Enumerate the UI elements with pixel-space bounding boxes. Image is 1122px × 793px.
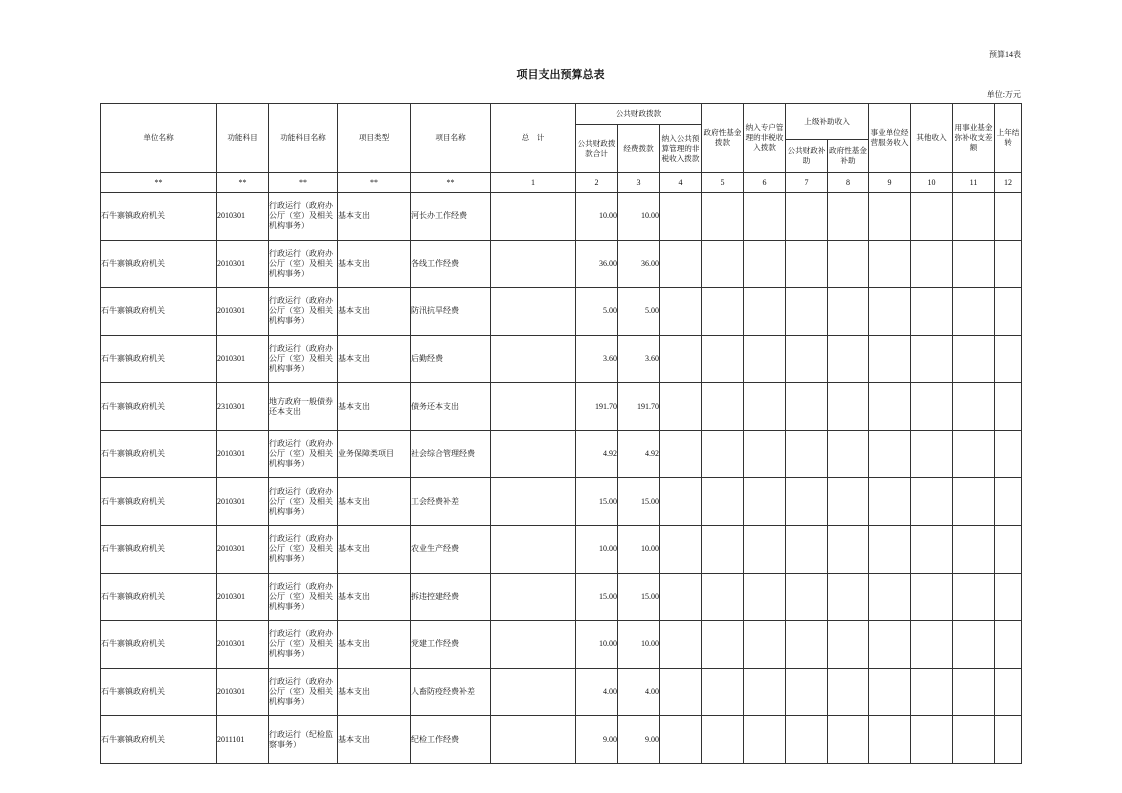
cell-function-code: 2010301	[217, 621, 269, 669]
index-cell: **	[101, 173, 217, 193]
cell-function-name: 行政运行（政府办公厅（室）及相关机构事务）	[269, 335, 338, 383]
cell-gov-fund-subsidy	[828, 193, 869, 241]
cell-carryover	[995, 573, 1022, 621]
cell-total	[491, 478, 576, 526]
cell-other-income	[911, 526, 953, 574]
cell-carryover	[995, 335, 1022, 383]
cell-fund-cover	[953, 430, 995, 478]
table-row	[101, 668, 1022, 716]
cell-nontax-special-appropriation	[744, 668, 786, 716]
table-number-label: 预算14表	[989, 50, 1021, 59]
cell-business-income	[869, 573, 911, 621]
cell-project-name: 社会综合管理经费	[411, 430, 491, 478]
cell-function-name: 行政运行（纪检监察事务）	[269, 716, 338, 764]
cell-funding-appropriation: 5.00	[618, 288, 660, 336]
header-carryover: 上年结转	[995, 104, 1022, 173]
cell-function-name: 行政运行（政府办公厅（室）及相关机构事务）	[269, 573, 338, 621]
cell-business-income	[869, 193, 911, 241]
cell-project-type: 基本支出	[338, 335, 411, 383]
cell-function-name: 行政运行（政府办公厅（室）及相关机构事务）	[269, 526, 338, 574]
cell-unit-name: 石牛寨镇政府机关	[101, 383, 217, 431]
cell-unit-name: 石牛寨镇政府机关	[101, 478, 217, 526]
cell-function-code: 2010301	[217, 335, 269, 383]
cell-unit-name: 石牛寨镇政府机关	[101, 288, 217, 336]
cell-carryover	[995, 478, 1022, 526]
cell-function-code: 2011101	[217, 716, 269, 764]
index-cell: 5	[702, 173, 744, 193]
index-cell: 7	[786, 173, 828, 193]
cell-gov-fund-subsidy	[828, 621, 869, 669]
cell-business-income	[869, 478, 911, 526]
cell-fund-cover	[953, 526, 995, 574]
cell-other-income	[911, 478, 953, 526]
cell-carryover	[995, 621, 1022, 669]
index-cell: 11	[953, 173, 995, 193]
cell-unit-name: 石牛寨镇政府机关	[101, 193, 217, 241]
cell-unit-name: 石牛寨镇政府机关	[101, 335, 217, 383]
cell-function-code: 2010301	[217, 288, 269, 336]
cell-funding-appropriation: 15.00	[618, 478, 660, 526]
cell-unit-name: 石牛寨镇政府机关	[101, 668, 217, 716]
cell-business-income	[869, 288, 911, 336]
header-function-code: 功能科目	[217, 104, 269, 173]
cell-project-type: 基本支出	[338, 240, 411, 288]
cell-gov-fund-appropriation	[702, 621, 744, 669]
header-gov-fund-appropriation: 政府性基金拨款	[702, 104, 744, 173]
table-header	[101, 104, 1022, 193]
index-cell: 3	[618, 173, 660, 193]
cell-gov-fund-appropriation	[702, 240, 744, 288]
cell-total	[491, 240, 576, 288]
cell-funding-appropriation: 10.00	[618, 193, 660, 241]
cell-project-type: 基本支出	[338, 526, 411, 574]
cell-carryover	[995, 240, 1022, 288]
cell-nontax-special-appropriation	[744, 573, 786, 621]
cell-nontax-special-appropriation	[744, 240, 786, 288]
cell-funding-appropriation: 9.00	[618, 716, 660, 764]
cell-public-finance-subsidy	[786, 193, 828, 241]
cell-nontax-budget-appropriation	[660, 335, 702, 383]
cell-funding-appropriation: 36.00	[618, 240, 660, 288]
cell-gov-fund-subsidy	[828, 526, 869, 574]
cell-project-name: 后勤经费	[411, 335, 491, 383]
cell-function-name: 行政运行（政府办公厅（室）及相关机构事务）	[269, 668, 338, 716]
table-row	[101, 478, 1022, 526]
header-total: 总 计	[491, 104, 576, 173]
cell-nontax-budget-appropriation	[660, 668, 702, 716]
cell-nontax-budget-appropriation	[660, 383, 702, 431]
index-cell: **	[338, 173, 411, 193]
cell-public-finance-subsidy	[786, 621, 828, 669]
cell-fund-cover	[953, 668, 995, 716]
cell-business-income	[869, 716, 911, 764]
cell-public-finance-subsidy	[786, 383, 828, 431]
cell-public-finance-total: 15.00	[576, 478, 618, 526]
index-cell: 1	[491, 173, 576, 193]
cell-project-type: 基本支出	[338, 193, 411, 241]
cell-funding-appropriation: 10.00	[618, 621, 660, 669]
cell-business-income	[869, 383, 911, 431]
cell-funding-appropriation: 3.60	[618, 335, 660, 383]
cell-gov-fund-appropriation	[702, 288, 744, 336]
table-row	[101, 240, 1022, 288]
cell-carryover	[995, 668, 1022, 716]
cell-fund-cover	[953, 573, 995, 621]
cell-unit-name: 石牛寨镇政府机关	[101, 716, 217, 764]
cell-business-income	[869, 240, 911, 288]
cell-project-type: 基本支出	[338, 621, 411, 669]
page-title: 项目支出预算总表	[516, 69, 605, 81]
index-cell: **	[217, 173, 269, 193]
cell-unit-name: 石牛寨镇政府机关	[101, 430, 217, 478]
header-public-finance-group: 公共财政拨款	[576, 104, 702, 125]
cell-public-finance-total: 3.60	[576, 335, 618, 383]
cell-nontax-budget-appropriation	[660, 573, 702, 621]
cell-project-name: 工会经费补差	[411, 478, 491, 526]
cell-unit-name: 石牛寨镇政府机关	[101, 573, 217, 621]
cell-funding-appropriation: 4.92	[618, 430, 660, 478]
cell-function-name: 行政运行（政府办公厅（室）及相关机构事务）	[269, 621, 338, 669]
cell-total	[491, 383, 576, 431]
cell-nontax-budget-appropriation	[660, 621, 702, 669]
index-cell: 6	[744, 173, 786, 193]
header-public-finance-subsidy: 公共财政补助	[786, 140, 828, 173]
cell-gov-fund-appropriation	[702, 668, 744, 716]
table-row	[101, 383, 1022, 431]
cell-public-finance-total: 10.00	[576, 526, 618, 574]
header-project-name: 项目名称	[411, 104, 491, 173]
header-nontax-budget-appropriation: 纳入公共预算管理的非税收入拨款	[660, 125, 702, 173]
cell-function-name: 行政运行（政府办公厅（室）及相关机构事务）	[269, 288, 338, 336]
cell-fund-cover	[953, 716, 995, 764]
cell-gov-fund-subsidy	[828, 573, 869, 621]
cell-public-finance-subsidy	[786, 526, 828, 574]
cell-other-income	[911, 240, 953, 288]
cell-public-finance-total: 10.00	[576, 193, 618, 241]
index-cell: **	[411, 173, 491, 193]
cell-project-type: 业务保障类项目	[338, 430, 411, 478]
cell-unit-name: 石牛寨镇政府机关	[101, 526, 217, 574]
cell-public-finance-subsidy	[786, 288, 828, 336]
cell-gov-fund-subsidy	[828, 383, 869, 431]
cell-fund-cover	[953, 240, 995, 288]
cell-public-finance-total: 36.00	[576, 240, 618, 288]
cell-gov-fund-appropriation	[702, 716, 744, 764]
cell-project-name: 人畜防疫经费补差	[411, 668, 491, 716]
header-other-income: 其他收入	[911, 104, 953, 173]
header-funding-appropriation: 经费拨款	[618, 125, 660, 173]
cell-function-code: 2010301	[217, 240, 269, 288]
cell-business-income	[869, 621, 911, 669]
cell-business-income	[869, 668, 911, 716]
cell-nontax-budget-appropriation	[660, 240, 702, 288]
table-row	[101, 193, 1022, 241]
cell-nontax-special-appropriation	[744, 716, 786, 764]
cell-gov-fund-appropriation	[702, 383, 744, 431]
cell-project-type: 基本支出	[338, 573, 411, 621]
cell-unit-name: 石牛寨镇政府机关	[101, 621, 217, 669]
cell-nontax-budget-appropriation	[660, 288, 702, 336]
cell-fund-cover	[953, 621, 995, 669]
cell-function-code: 2310301	[217, 383, 269, 431]
cell-gov-fund-subsidy	[828, 668, 869, 716]
index-cell: 10	[911, 173, 953, 193]
cell-project-type: 基本支出	[338, 383, 411, 431]
header-business-income: 事业单位经营服务收入	[869, 104, 911, 173]
cell-nontax-special-appropriation	[744, 478, 786, 526]
cell-public-finance-subsidy	[786, 716, 828, 764]
cell-nontax-special-appropriation	[744, 288, 786, 336]
cell-total	[491, 526, 576, 574]
cell-total	[491, 335, 576, 383]
cell-gov-fund-subsidy	[828, 240, 869, 288]
cell-public-finance-total: 4.00	[576, 668, 618, 716]
header-gov-fund-subsidy: 政府性基金补助	[828, 140, 869, 173]
cell-fund-cover	[953, 193, 995, 241]
cell-function-name: 行政运行（政府办公厅（室）及相关机构事务）	[269, 478, 338, 526]
cell-other-income	[911, 621, 953, 669]
cell-funding-appropriation: 15.00	[618, 573, 660, 621]
cell-gov-fund-appropriation	[702, 193, 744, 241]
unit-label: 单位:万元	[986, 90, 1021, 99]
cell-gov-fund-appropriation	[702, 478, 744, 526]
cell-public-finance-total: 15.00	[576, 573, 618, 621]
cell-fund-cover	[953, 478, 995, 526]
cell-nontax-special-appropriation	[744, 621, 786, 669]
cell-gov-fund-appropriation	[702, 573, 744, 621]
cell-project-name: 拆违控建经费	[411, 573, 491, 621]
index-cell: 8	[828, 173, 869, 193]
header-fund-cover: 用事业基金弥补收支差额	[953, 104, 995, 173]
cell-funding-appropriation: 10.00	[618, 526, 660, 574]
cell-funding-appropriation: 4.00	[618, 668, 660, 716]
header-superior-subsidy-group: 上级补助收入	[786, 104, 869, 140]
cell-function-code: 2010301	[217, 478, 269, 526]
cell-fund-cover	[953, 288, 995, 336]
cell-carryover	[995, 716, 1022, 764]
cell-public-finance-subsidy	[786, 430, 828, 478]
table-row	[101, 430, 1022, 478]
cell-public-finance-total: 4.92	[576, 430, 618, 478]
header-function-name: 功能科目名称	[269, 104, 338, 173]
cell-business-income	[869, 430, 911, 478]
cell-carryover	[995, 288, 1022, 336]
cell-gov-fund-appropriation	[702, 430, 744, 478]
cell-function-code: 2010301	[217, 668, 269, 716]
cell-total	[491, 193, 576, 241]
header-unit-name: 单位名称	[101, 104, 217, 173]
cell-function-name: 行政运行（政府办公厅（室）及相关机构事务）	[269, 193, 338, 241]
index-cell: 4	[660, 173, 702, 193]
cell-fund-cover	[953, 335, 995, 383]
cell-function-code: 2010301	[217, 193, 269, 241]
cell-project-type: 基本支出	[338, 288, 411, 336]
cell-nontax-special-appropriation	[744, 430, 786, 478]
cell-total	[491, 573, 576, 621]
cell-business-income	[869, 335, 911, 383]
cell-project-name: 债务还本支出	[411, 383, 491, 431]
cell-nontax-budget-appropriation	[660, 430, 702, 478]
cell-public-finance-subsidy	[786, 478, 828, 526]
cell-function-name: 地方政府一般债券还本支出	[269, 383, 338, 431]
cell-project-type: 基本支出	[338, 716, 411, 764]
cell-other-income	[911, 573, 953, 621]
table-row	[101, 288, 1022, 336]
cell-function-name: 行政运行（政府办公厅（室）及相关机构事务）	[269, 430, 338, 478]
cell-gov-fund-subsidy	[828, 716, 869, 764]
table-row	[101, 621, 1022, 669]
index-row	[101, 173, 1022, 193]
cell-project-name: 农业生产经费	[411, 526, 491, 574]
table-body	[101, 193, 1022, 764]
cell-total	[491, 288, 576, 336]
cell-other-income	[911, 288, 953, 336]
index-cell: 12	[995, 173, 1022, 193]
cell-carryover	[995, 193, 1022, 241]
index-cell: 9	[869, 173, 911, 193]
cell-nontax-special-appropriation	[744, 193, 786, 241]
cell-function-code: 2010301	[217, 573, 269, 621]
cell-nontax-budget-appropriation	[660, 478, 702, 526]
cell-nontax-budget-appropriation	[660, 526, 702, 574]
cell-business-income	[869, 526, 911, 574]
cell-project-name: 各线工作经费	[411, 240, 491, 288]
cell-funding-appropriation: 191.70	[618, 383, 660, 431]
table-row	[101, 526, 1022, 574]
cell-public-finance-subsidy	[786, 240, 828, 288]
cell-public-finance-subsidy	[786, 668, 828, 716]
header-public-finance-total: 公共财政拨款合计	[576, 125, 618, 173]
cell-project-name: 防汛抗旱经费	[411, 288, 491, 336]
cell-gov-fund-appropriation	[702, 526, 744, 574]
cell-nontax-special-appropriation	[744, 335, 786, 383]
cell-other-income	[911, 383, 953, 431]
header-project-type: 项目类型	[338, 104, 411, 173]
cell-unit-name: 石牛寨镇政府机关	[101, 240, 217, 288]
cell-other-income	[911, 716, 953, 764]
cell-other-income	[911, 335, 953, 383]
cell-total	[491, 621, 576, 669]
cell-carryover	[995, 383, 1022, 431]
cell-public-finance-total: 10.00	[576, 621, 618, 669]
table-row	[101, 335, 1022, 383]
cell-other-income	[911, 193, 953, 241]
cell-gov-fund-subsidy	[828, 430, 869, 478]
cell-total	[491, 668, 576, 716]
cell-gov-fund-subsidy	[828, 478, 869, 526]
cell-gov-fund-appropriation	[702, 335, 744, 383]
cell-gov-fund-subsidy	[828, 335, 869, 383]
cell-function-name: 行政运行（政府办公厅（室）及相关机构事务）	[269, 240, 338, 288]
table-row	[101, 716, 1022, 764]
cell-project-name: 纪检工作经费	[411, 716, 491, 764]
budget-table	[100, 103, 1022, 764]
cell-public-finance-subsidy	[786, 573, 828, 621]
cell-public-finance-subsidy	[786, 335, 828, 383]
index-cell: 2	[576, 173, 618, 193]
cell-fund-cover	[953, 383, 995, 431]
cell-public-finance-total: 191.70	[576, 383, 618, 431]
cell-public-finance-total: 5.00	[576, 288, 618, 336]
header-nontax-special-appropriation: 纳入专户管理的非税收入拨款	[744, 104, 786, 173]
cell-project-name: 河长办工作经费	[411, 193, 491, 241]
cell-nontax-special-appropriation	[744, 526, 786, 574]
cell-project-type: 基本支出	[338, 478, 411, 526]
cell-other-income	[911, 668, 953, 716]
cell-nontax-budget-appropriation	[660, 716, 702, 764]
cell-nontax-special-appropriation	[744, 383, 786, 431]
cell-function-code: 2010301	[217, 526, 269, 574]
cell-total	[491, 716, 576, 764]
cell-carryover	[995, 526, 1022, 574]
cell-gov-fund-subsidy	[828, 288, 869, 336]
cell-function-code: 2010301	[217, 430, 269, 478]
cell-public-finance-total: 9.00	[576, 716, 618, 764]
cell-carryover	[995, 430, 1022, 478]
cell-total	[491, 430, 576, 478]
cell-project-type: 基本支出	[338, 668, 411, 716]
table-row	[101, 573, 1022, 621]
cell-other-income	[911, 430, 953, 478]
index-cell: **	[269, 173, 338, 193]
cell-nontax-budget-appropriation	[660, 193, 702, 241]
cell-project-name: 党建工作经费	[411, 621, 491, 669]
